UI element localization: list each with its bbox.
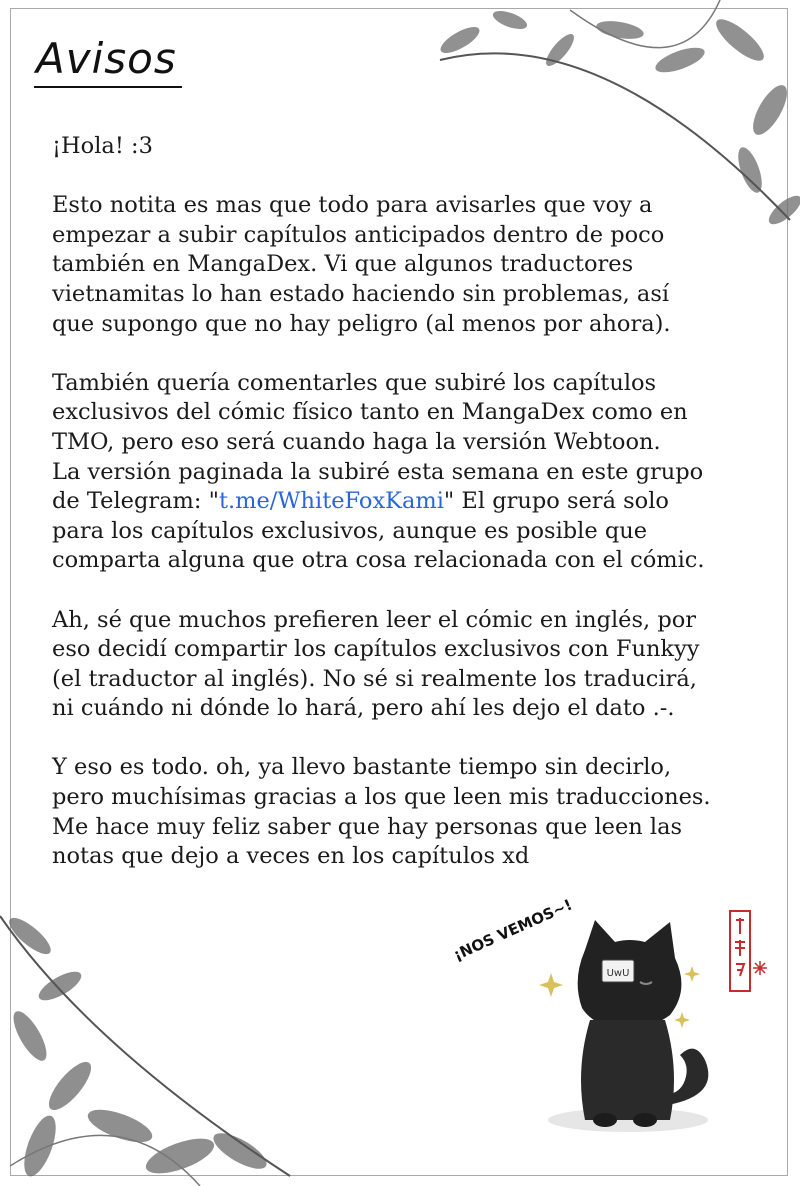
text-line: también en MangaDex. Vi que algunos traductores	[52, 251, 634, 278]
paragraph-english	[52, 606, 752, 724]
link-prefix: de Telegram: "	[52, 488, 219, 515]
text-line: eso decidí compartir los capítulos exclusivos con Funkyy	[52, 636, 700, 663]
text-line: Me hace muy feliz saber que hay personas que leen las	[52, 813, 683, 840]
text-line: notas que dejo a veces en los capítulos xd	[52, 843, 530, 870]
text-line: vietnamitas lo han estado haciendo sin problemas, así	[52, 280, 670, 307]
artist-seal	[729, 910, 751, 992]
text-line: Esto notita es mas que todo para avisarles que voy a	[52, 192, 653, 219]
text-line: exclusivos del cómic físico tanto en MangaDex como en	[52, 399, 688, 426]
cat-face-text: UwU	[606, 968, 630, 979]
paragraph-exclusives	[52, 369, 752, 576]
text-line: Y eso es todo. oh, ya llevo bastante tiempo sin decirlo,	[52, 754, 672, 781]
title-underline	[34, 86, 182, 88]
notice-body	[52, 132, 752, 872]
text-line: También quería comentarles que subiré los capítulos	[52, 369, 657, 396]
text-line: que supongo que no hay peligro (al menos por ahora).	[52, 310, 671, 337]
text-line: Ah, sé que muchos prefieren leer el cómic en inglés, por	[52, 606, 697, 633]
paragraph-mangadex	[52, 191, 752, 339]
text-line: empezar a subir capítulos anticipados dentro de poco	[52, 221, 665, 248]
text-line: La versión paginada la subiré esta semana en este grupo	[52, 458, 704, 485]
text-line: ni cuándo ni dónde lo hará, pero ahí les dejo el dato .-.	[52, 695, 675, 722]
text-line: para los capítulos exclusivos, aunque es posible que	[52, 517, 648, 544]
text-line: (el traductor al inglés). No sé si realmente los traducirá,	[52, 665, 697, 692]
sticker-caption: ¡NOS VEMOS~!	[450, 895, 575, 964]
seal-mark-icon	[731, 912, 749, 990]
text-line: pero muchísimas gracias a los que leen mis traducciones.	[52, 784, 711, 811]
leaf-decoration-bottom-left	[0, 896, 300, 1186]
black-cat-illustration	[530, 920, 730, 1150]
text-line: comparta alguna que otra cosa relacionada con el cómic.	[52, 547, 705, 574]
link-suffix: " El grupo será solo	[443, 488, 669, 515]
text-line-with-link	[52, 487, 752, 517]
snowflake-icon	[752, 960, 768, 976]
paragraph-thanks	[52, 753, 752, 871]
text-line: ¡Hola! :3	[52, 133, 153, 159]
page-title: Avisos	[36, 34, 177, 83]
telegram-link[interactable]: t.me/WhiteFoxKami	[218, 488, 444, 515]
text-line: TMO, pero eso será cuando haga la versión Webtoon.	[52, 428, 661, 455]
paragraph-greeting	[52, 132, 752, 162]
